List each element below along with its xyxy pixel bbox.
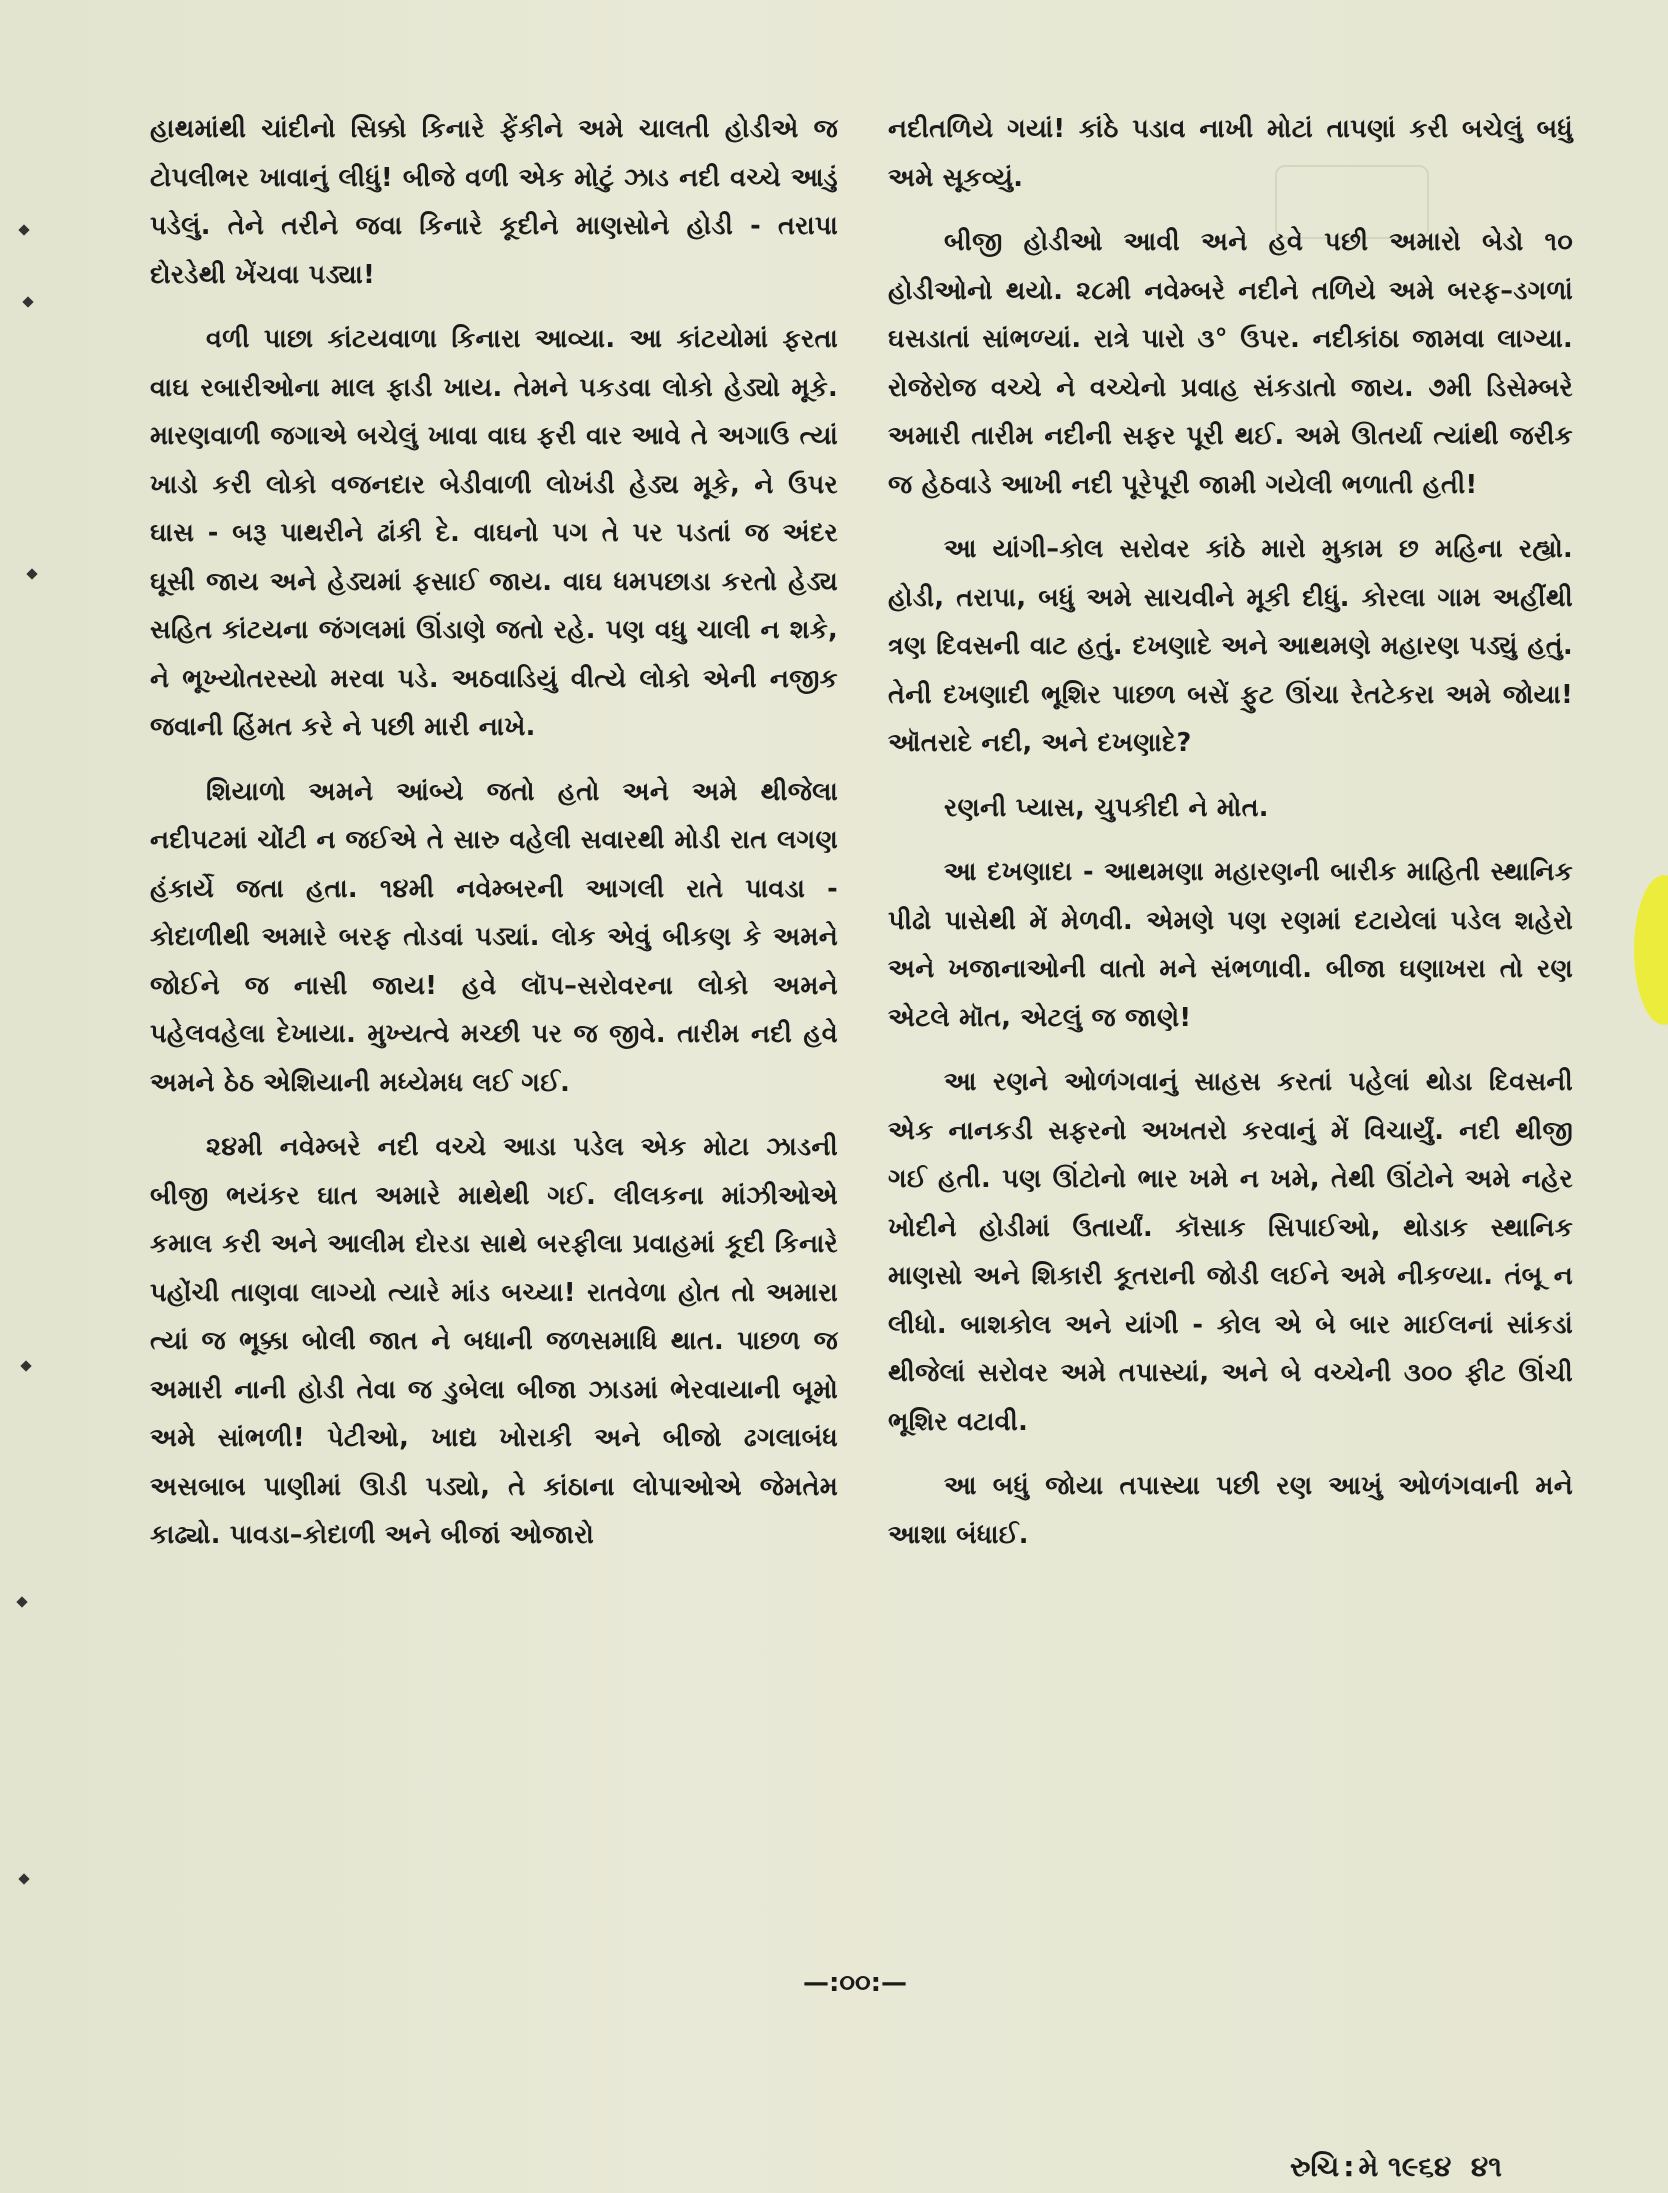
paragraph: આ યાંગી–કોલ સરોવર કાંઠે મારો મુકામ છ મહિના રહ્યો. હોડી, તરાપા, બધું અમે સાચવીને મૂકી દીધું. કોરલા ગામ અહીંથી ત્રણ દિવસની વાટ હતું. દખણાદે અને આથમણે મહારણ પડ્યું હતું. તેની દખણાદી ભૂશિર પાછળ બસેં ફુટ ઊંચા રેતટેકરા અમે જોયા! ઑતરાદે નદી, અને દખણાદે? — [888, 534, 1573, 758]
issue-date: મે ૧૯૬૪ — [1358, 2150, 1452, 2183]
magazine-name: રુચિ — [1290, 2150, 1340, 2183]
margin-dot — [16, 1596, 27, 1607]
paragraph: હાથમાંથી ચાંદીનો સિક્કો કિનારે ફેંકીને અમે ચાલતી હોડીએ જ ટોપલીભર ખાવાનું લીધું! બીજે વળી એક મોટું ઝાડ નદી વચ્ચે આડું પડેલું. તેને તરીને જવા કિનારે કૂદીને માણસોને હોડી - તરાપા દોરડેથી ખેંચવા પડ્યા! — [150, 114, 838, 290]
paragraph: ૨૪મી નવેમ્બરે નદી વચ્ચે આડા પડેલ એક મોટા ઝાડની બીજી ભયંકર ઘાત અમારે માથેથી ગઈ. લીલકના માંઝીઓએ કમાલ કરી અને આલીમ દોરડા સાથે બરફીલા પ્રવાહમાં કૂદી કિનારે પહોંચી તાણવા લાગ્યો ત્યારે માંડ બચ્યા! રાતવેળા હોત તો અમારા ત્યાં જ ભૂક્કા બોલી જાત ને બધાની જળસમાધિ થાત. પાછળ જ અમારી નાની હોડી તેવા જ ડુબેલા બીજા ઝાડમાં ભેરવાયાની બૂમો અમે સાંભળી! પેટીઓ, ખાદ્ય ખોરાકી અને બીજો ઢગલાબંધ અસબાબ પાણીમાં ઊડી પડ્યો, તે કાંઠાના લોપાઓએ જેમતેમ કાઢ્યો. પાવડા–કોદાળી અને બીજાં ઓજારો — [150, 1132, 838, 1550]
footer-colon: : — [1343, 2150, 1355, 2183]
margin-dot — [18, 1873, 29, 1884]
left-column — [150, 105, 838, 1576]
paragraph: આ દખણાદા - આથમણા મહારણની બારીક માહિતી સ્થાનિક પીઢો પાસેથી મેં મેળવી. એમણે પણ રણમાં દટાયેલાં પડેલ શહેરો અને ખજાનાઓની વાતો મને સંભળાવી. બીજા ઘણાખરા તો રણ એટલે મૉત, એટલું જ જાણે! — [888, 857, 1573, 1033]
right-column — [888, 105, 1573, 1575]
page-number: ૪૧ — [1470, 2150, 1502, 2183]
paragraph: નદીતળિયે ગયાં! કાંઠે પડાવ નાખી મોટાં તાપણાં કરી બચેલું બધું અમે સૂકવ્યું. — [888, 114, 1573, 193]
section-separator: —:૦૦:— — [802, 1968, 908, 1998]
paragraph: શિયાળો અમને આંબ્યે જતો હતો અને અમે થીજેલા નદીપટમાં ચોંટી ન જઈએ તે સારુ વહેલી સવારથી મોડી રાત લગણ હંકાર્યે જતા હતા. ૧૪મી નવેમ્બરની આગલી રાતે પાવડા - કોદાળીથી અમારે બરફ તોડવાં પડ્યાં. લોક એવું બીકણ કે અમને જોઈને જ નાસી જાય! હવે લૉપ–સરોવરના લોકો અમને પહેલવહેલા દેખાયા. મુખ્યત્વે મચ્છી પર જ જીવે. તારીમ નદી હવે અમને ઠેઠ એશિયાની મધ્યેમધ લઈ ગઈ. — [150, 776, 838, 1098]
margin-dot — [22, 296, 33, 307]
paragraph: બીજી હોડીઓ આવી અને હવે પછી અમારો બેડો ૧૦ હોડીઓનો થયો. ૨૮મી નવેમ્બરે નદીને તળિયે અમે બરફ–ડગળાં ઘસડાતાં સાંભળ્યાં. રાત્રે પારો ૩° ઉપર. નદીકાંઠા જામવા લાગ્યા. રોજેરોજ વચ્ચે ને વચ્ચેનો પ્રવાહ સંકડાતો જાય. ૭મી ડિસેમ્બરે અમારી તારીમ નદીની સફર પૂરી થઈ. અમે ઊતર્યા ત્યાંથી જરીક જ હેઠવાડે આખી નદી પૂરેપૂરી જામી ગયેલી ભળાતી હતી! — [888, 227, 1573, 500]
margin-dot — [18, 224, 29, 235]
paragraph: આ રણને ઓળંગવાનું સાહસ કરતાં પહેલાં થોડા દિવસની એક નાનકડી સફરનો અખતરો કરવાનું મેં વિચાર્યું. નદી થીજી ગઈ હતી. પણ ઊંટોનો ભાર ખમે ન ખમે, તેથી ઊંટોને અમે નહેર ખોદીને હોડીમાં ઉતાર્યાં. કૉસાક સિપાઈઓ, થોડાક સ્થાનિક માણસો અને શિકારી કૂતરાની જોડી લઈને અમે નીકળ્યા. તંબૂ ન લીધો. બાશકોલ અને યાંગી - કોલ એ બે બાર માઈલનાં સાંકડાં થીજેલાં સરોવર અમે તપાસ્યાં, અને બે વચ્ચેની ૩૦૦ ફીટ ઊંચી ભૂશિર વટાવી. — [888, 1067, 1573, 1437]
paragraph: રણની પ્યાસ, ચુપકીદી ને મોત. — [944, 792, 1269, 823]
yellow-page-tab — [1634, 875, 1668, 1025]
margin-dot — [20, 1360, 31, 1371]
paragraph: આ બધું જોયા તપાસ્યા પછી રણ આખું ઓળંગવાની મને આશા બંધાઈ. — [888, 1471, 1573, 1550]
paragraph: વળી પાછા કાંટયવાળા કિનારા આવ્યા. આ કાંટયોમાં ફરતા વાઘ રબારીઓના માલ ફાડી ખાય. તેમને પકડવા લોકો હેડ્યો મૂકે. મારણવાળી જગાએ બચેલું ખાવા વાઘ ફરી વાર આવે તે અગાઉ ત્યાં ખાડો કરી લોકો વજનદાર બેડીવાળી લોખંડી હેડ્ય મૂકે, ને ઉપર ઘાસ - બરૂ પાથરીને ઢાંકી દે. વાઘનો પગ તે પર પડતાં જ અંદર ઘૂસી જાય અને હેડ્યમાં ફસાઈ જાય. વાઘ ધમપછાડા કરતો હેડ્ય સહિત કાંટયના જંગલમાં ઊંડાણે જતો રહે. પણ વધુ ચાલી ન શકે, ને ભૂખ્યોતરસ્યો મરવા પડે. અઠવાડિયું વીત્યે લોકો એની નજીક જવાની હિંમત કરે ને પછી મારી નાખે. — [150, 324, 838, 742]
margin-dot — [26, 568, 37, 579]
page-footer — [1290, 2150, 1590, 2184]
